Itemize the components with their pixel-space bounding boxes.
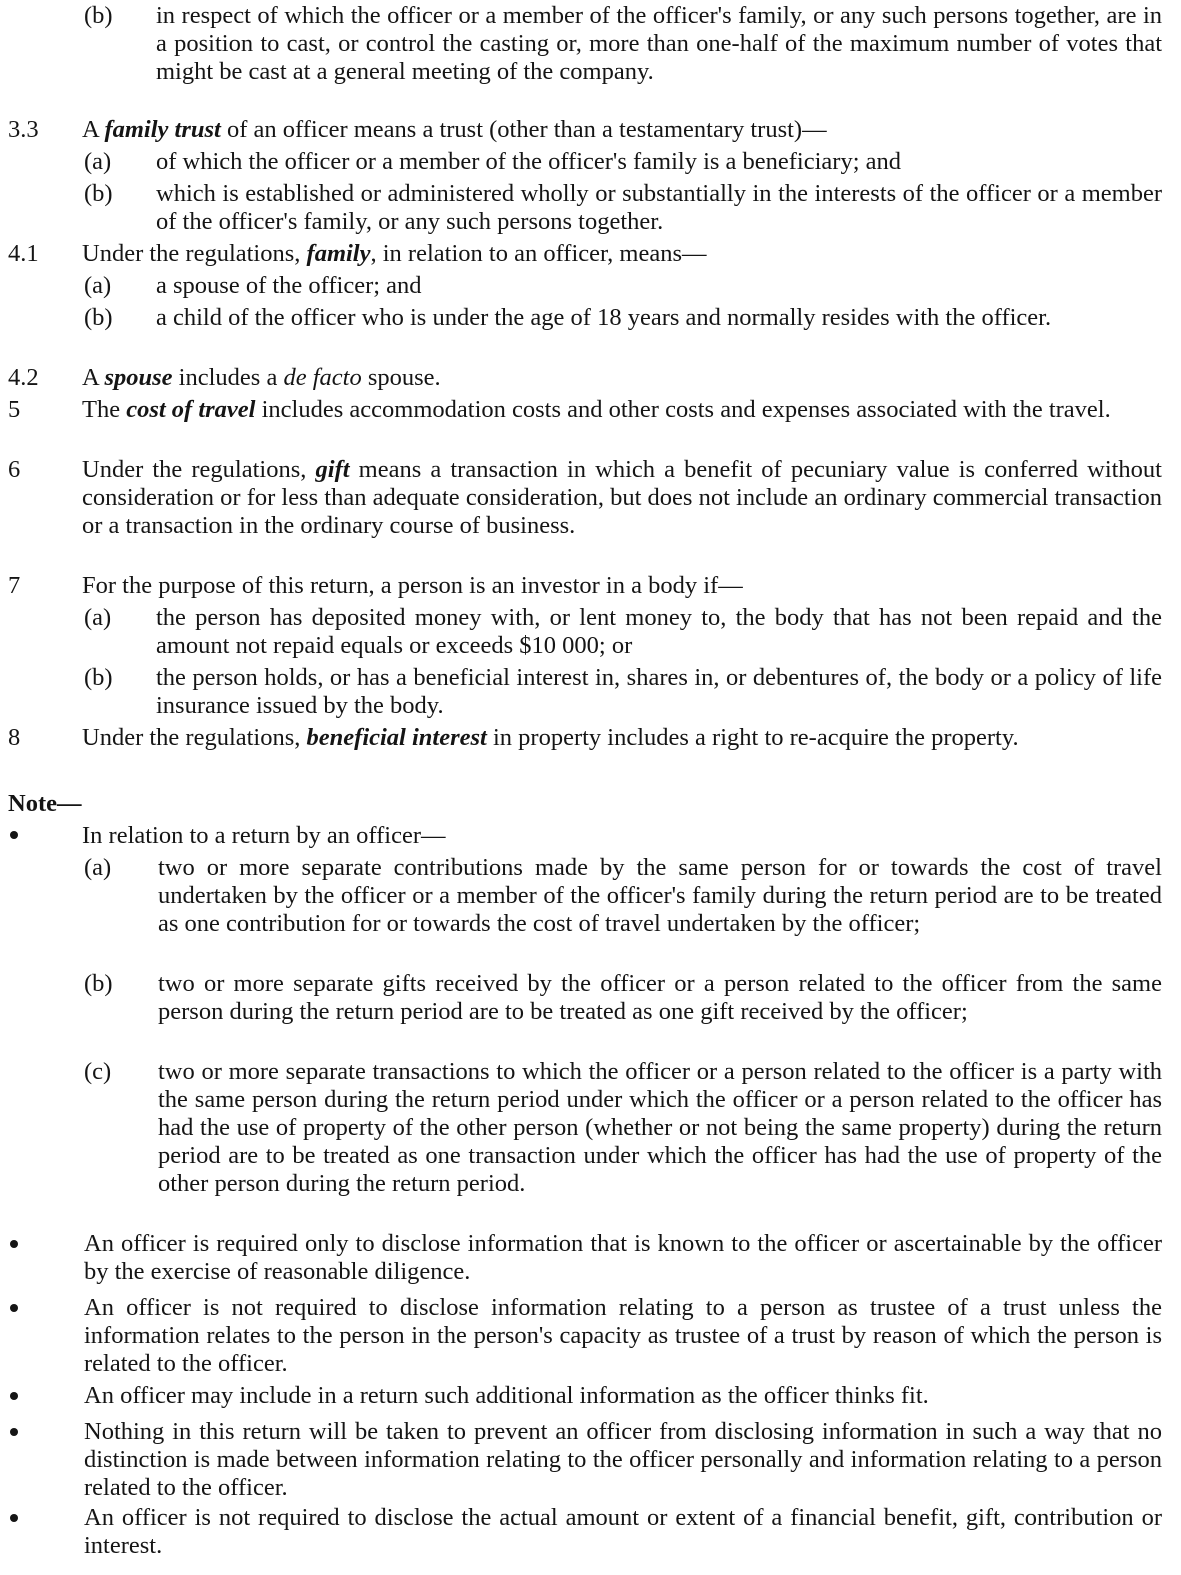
paragraph-established: which is established or administered wholly or substantially in the interests of the officer or a member of the officer's family, or any such persons together. — [156, 180, 1162, 235]
item-number: 3.3 — [8, 116, 39, 143]
note-heading: Note— — [8, 790, 82, 817]
paragraph-deposited-money: the person has deposited money with, or lent money to, the body that has not been repaid and the amount not repaid equals or exceeds $10 000; or — [156, 604, 1162, 659]
defined-term: spouse — [104, 364, 173, 391]
item-number: (a) — [84, 604, 112, 631]
note-transactions: two or more separate transactions to which the officer or a person related to the officer is a party with the same person during the return period under which the officer or a person related to the officer has had the use of property of the other person (whether or not being the same property) during the return period are to be treated as one transaction under which the officer has had the use of property of the other person during the return period. — [158, 1058, 1162, 1197]
note-bullet-no-distinction: Nothing in this return will be taken to prevent an officer from disclosing information in such a way that no distinction is made between information relating to the officer personally and information relating to a person related to the officer. — [84, 1418, 1162, 1501]
definition-cost-of-travel: The cost of travel includes accommodation costs and other costs and expenses associated with the travel. — [82, 396, 1111, 423]
note-bullet-additional-info: An officer may include in a return such additional information as the officer thinks fit. — [84, 1382, 929, 1409]
bullet-icon — [10, 1428, 18, 1436]
paragraph-holds-shares: the person holds, or has a beneficial interest in, shares in, or debentures of, the body or a policy of life insurance issued by the body. — [156, 664, 1162, 719]
item-number: (b) — [84, 180, 113, 207]
definition-gift: Under the regulations, gift means a transaction in which a benefit of pecuniary value is conferred without consideration or for less than adequate consideration, but does not include an ordinary commercial transaction or a transaction in the ordinary course of business. — [82, 456, 1162, 539]
item-number: (b) — [84, 304, 113, 331]
note-bullet-actual-amount: An officer is not required to disclose the actual amount or extent of a financial benefit, gift, contribution or interest. — [84, 1504, 1162, 1559]
item-number: (a) — [84, 272, 112, 299]
defined-term: cost of travel — [126, 396, 256, 423]
bullet-icon — [10, 1514, 18, 1522]
paragraph-company-votes: in respect of which the officer or a member of the officer's family, or any such persons together, are in a position to cast, or control the casting or, more than one-half of the maximum number of votes that might be cast at a general meeting of the company. — [156, 2, 1162, 85]
note-gifts: two or more separate gifts received by the officer or a person related to the officer from the same person during the return period are to be treated as one gift received by the officer; — [158, 970, 1162, 1025]
note-bullet-diligence: An officer is required only to disclose information that is known to the officer or ascertainable by the officer by the exercise of reasonable diligence. — [84, 1230, 1162, 1285]
paragraph-child-of-officer: a child of the officer who is under the age of 18 years and normally resides with the officer. — [156, 304, 1052, 331]
item-number: 6 — [8, 456, 21, 483]
item-number: (b) — [84, 664, 113, 691]
bullet-icon — [10, 1240, 18, 1248]
bullet-icon — [10, 1304, 18, 1312]
paragraph-spouse-of-officer: a spouse of the officer; and — [156, 272, 422, 299]
paragraph-investor: For the purpose of this return, a person is an investor in a body if— — [82, 572, 743, 599]
defined-term: gift — [315, 456, 350, 483]
defined-term: beneficial interest — [306, 724, 487, 751]
item-number: 4.1 — [8, 240, 39, 267]
item-number: (b) — [84, 970, 113, 997]
bullet-icon — [10, 1392, 18, 1400]
item-number: 7 — [8, 572, 21, 599]
item-number: (a) — [84, 148, 112, 175]
item-number: (a) — [84, 854, 112, 881]
italic-phrase: de facto — [283, 364, 362, 391]
defined-term: family — [306, 240, 371, 267]
item-number: (c) — [84, 1058, 112, 1085]
bullet-icon — [10, 831, 18, 839]
definition-family-trust: A family trust of an officer means a trust (other than a testamentary trust)— — [82, 116, 827, 143]
item-number: 5 — [8, 396, 21, 423]
definition-family: Under the regulations, family, in relation to an officer, means— — [82, 240, 707, 267]
note-intro: In relation to a return by an officer— — [82, 822, 446, 849]
item-number: 8 — [8, 724, 21, 751]
item-number: (b) — [84, 2, 113, 29]
definition-beneficial-interest: Under the regulations, beneficial interest in property includes a right to re-acquire the property. — [82, 724, 1019, 751]
defined-term: family trust — [104, 116, 221, 143]
item-number: 4.2 — [8, 364, 39, 391]
paragraph-beneficiary: of which the officer or a member of the officer's family is a beneficiary; and — [156, 148, 902, 175]
definition-spouse: A spouse includes a de facto spouse. — [82, 364, 441, 391]
note-bullet-trustee: An officer is not required to disclose information relating to a person as trustee of a trust unless the information relates to the person in the person's capacity as trustee of a trust by reason of which the person is related to the officer. — [84, 1294, 1162, 1377]
note-contributions: two or more separate contributions made by the same person for or towards the cost of travel undertaken by the officer or a member of the officer's family during the return period are to be treated as one contribution for or towards the cost of travel undertaken by the officer; — [158, 854, 1162, 937]
